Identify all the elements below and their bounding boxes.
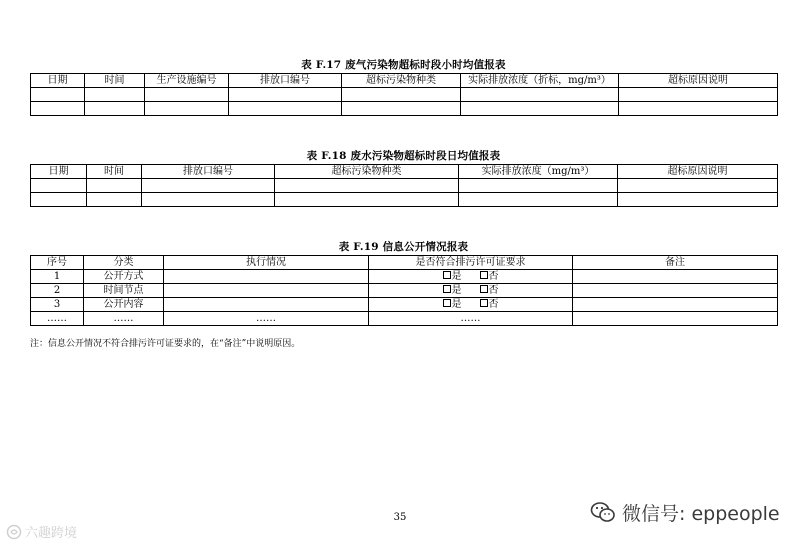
no-label: 否: [488, 285, 499, 296]
header-cell: 日期: [31, 165, 87, 179]
yes-label: 是: [451, 271, 462, 282]
header-cell: 备注: [573, 256, 778, 270]
wechat-id-text: 微信号: eppeople: [622, 502, 780, 525]
remarks-cell: [573, 312, 778, 326]
execution-cell: [164, 284, 369, 298]
yes-label: 是: [451, 285, 462, 296]
compliance-cell: [369, 284, 573, 298]
table-cell: [85, 102, 145, 116]
table-row: [31, 312, 778, 326]
header-cell: 日期: [31, 74, 85, 88]
no-label: 否: [488, 271, 499, 282]
header-cell: 生产设施编号: [145, 74, 229, 88]
table-cell: [31, 193, 87, 207]
no-checkbox[interactable]: [480, 270, 499, 283]
header-cell: 时间: [85, 74, 145, 88]
header-cell: 排放口编号: [229, 74, 342, 88]
execution-cell: [164, 298, 369, 312]
table-cell: [142, 193, 275, 207]
table-f17: [30, 73, 778, 116]
yes-checkbox[interactable]: [443, 298, 462, 311]
row-number: 2: [31, 284, 84, 298]
table-cell: [87, 193, 142, 207]
table-cell: [229, 102, 342, 116]
header-cell: 执行情况: [164, 256, 369, 270]
ellipsis-cell: ……: [164, 312, 369, 326]
header-cell: 实际排放浓度（折标，mg/m³）: [461, 74, 619, 88]
checkbox-box-icon: [480, 299, 488, 307]
compliance-cell: [369, 298, 573, 312]
remarks-cell: [573, 270, 778, 284]
no-checkbox[interactable]: [480, 284, 499, 297]
table-cell: [459, 193, 618, 207]
table-header-row: [31, 256, 778, 270]
page-number: 35: [393, 512, 407, 523]
checkbox-box-icon: [480, 271, 488, 279]
yes-label: 是: [451, 299, 462, 310]
table-cell: [87, 179, 142, 193]
table-f19: [30, 255, 778, 326]
table-f19-caption: 表 F.19 信息公开情况报表: [338, 241, 469, 253]
table-row: [31, 88, 778, 102]
table-cell: [619, 88, 778, 102]
ellipsis-cell: ……: [84, 312, 164, 326]
ellipsis-cell: ……: [31, 312, 84, 326]
brand-logo-icon: [6, 524, 22, 540]
brand-watermark-text: 六趣跨境: [25, 526, 78, 541]
table-row: [31, 179, 778, 193]
ellipsis-cell: ……: [369, 312, 573, 326]
row-category: 时间节点: [84, 284, 164, 298]
row-number: 3: [31, 298, 84, 312]
table-cell: [618, 193, 778, 207]
header-cell: 序号: [31, 256, 84, 270]
table-header-row: [31, 74, 778, 88]
table-f18-caption: 表 F.18 废水污染物超标时段日均值报表: [306, 150, 501, 162]
table-row: [31, 298, 778, 312]
table-row: [31, 193, 778, 207]
table-cell: [31, 102, 85, 116]
header-cell: 超标原因说明: [619, 74, 778, 88]
header-cell: 超标原因说明: [618, 165, 778, 179]
table-row: [31, 270, 778, 284]
no-label: 否: [488, 299, 499, 310]
table-cell: [342, 102, 461, 116]
table-cell: [145, 88, 229, 102]
table-cell: [275, 179, 459, 193]
table-note: 注：信息公开情况不符合排污许可证要求的，在“备注”中说明原因。: [30, 339, 301, 349]
table-cell: [459, 179, 618, 193]
header-cell: 超标污染物种类: [342, 74, 461, 88]
table-row: [31, 284, 778, 298]
table-cell: [229, 88, 342, 102]
checkbox-box-icon: [480, 285, 488, 293]
table-cell: [275, 193, 459, 207]
table-cell: [85, 88, 145, 102]
header-cell: 时间: [87, 165, 142, 179]
header-cell: 实际排放浓度（mg/m³）: [459, 165, 618, 179]
table-cell: [618, 179, 778, 193]
row-number: 1: [31, 270, 84, 284]
yes-checkbox[interactable]: [443, 270, 462, 283]
table-cell: [461, 102, 619, 116]
checkbox-box-icon: [443, 299, 451, 307]
wechat-watermark: [590, 498, 780, 526]
header-cell: 是否符合排污许可证要求: [369, 256, 573, 270]
compliance-cell: [369, 270, 573, 284]
table-f18: [30, 164, 778, 207]
remarks-cell: [573, 284, 778, 298]
table-header-row: [31, 165, 778, 179]
table-cell: [619, 102, 778, 116]
execution-cell: [164, 270, 369, 284]
row-category: 公开方式: [84, 270, 164, 284]
table-f17-caption: 表 F.17 废气污染物超标时段小时均值报表: [301, 59, 506, 71]
table-cell: [31, 179, 87, 193]
header-cell: 超标污染物种类: [275, 165, 459, 179]
brand-watermark: [6, 522, 77, 541]
table-cell: [31, 88, 85, 102]
table-cell: [145, 102, 229, 116]
checkbox-box-icon: [443, 285, 451, 293]
table-cell: [142, 179, 275, 193]
wechat-icon: [590, 500, 616, 524]
checkbox-box-icon: [443, 271, 451, 279]
remarks-cell: [573, 298, 778, 312]
table-cell: [342, 88, 461, 102]
header-cell: 排放口编号: [142, 165, 275, 179]
yes-checkbox[interactable]: [443, 284, 462, 297]
no-checkbox[interactable]: [480, 298, 499, 311]
table-cell: [461, 88, 619, 102]
row-category: 公开内容: [84, 298, 164, 312]
header-cell: 分类: [84, 256, 164, 270]
table-row: [31, 102, 778, 116]
